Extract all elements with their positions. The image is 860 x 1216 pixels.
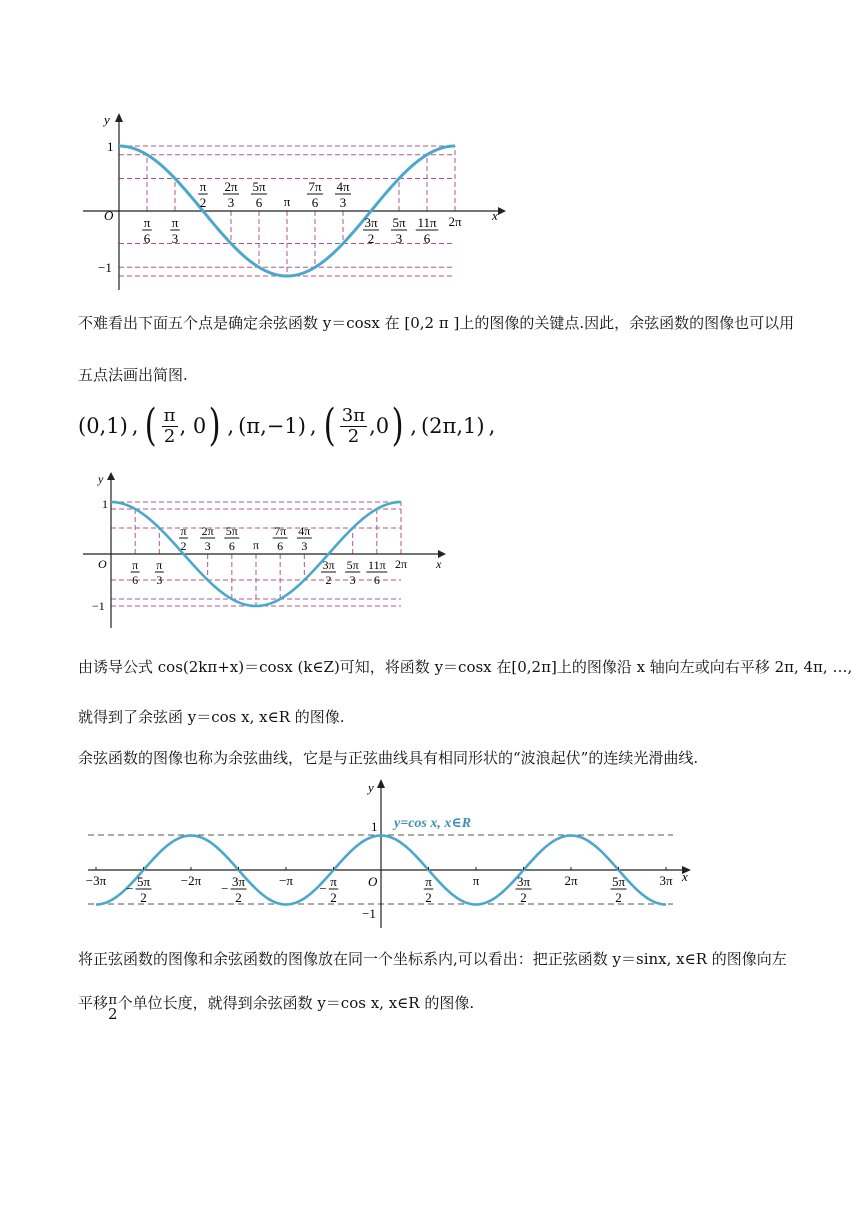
x-tick-label <box>253 538 259 552</box>
wave-x-tick-label <box>473 873 480 888</box>
svg-text:−π: −π <box>279 873 293 888</box>
paragraph-3: 余弦函数的图像也称为余弦曲线，它是与正弦曲线具有相同形状的“波浪起伏”的连续光滑曲线. <box>78 749 699 767</box>
right-paren: ) <box>208 400 221 451</box>
svg-text:2: 2 <box>330 890 337 905</box>
paragraph-2-line-2: 就得到了余弦函 y＝cos x, x∈R 的图像. <box>78 708 345 726</box>
graph2-y-arrow <box>107 472 115 480</box>
svg-text:11π: 11π <box>417 215 437 230</box>
paragraph-4-line-1: 将正弦函数的图像和余弦函数的图像放在同一个坐标系内,可以看出：把正弦函数 y＝sinx, x∈R 的图像向左 <box>78 950 787 968</box>
x-tick-label <box>284 194 291 209</box>
graph1-y-label: y <box>104 112 110 127</box>
wave-y-label: y <box>368 780 374 795</box>
graph1-y-tick-1: 1 <box>107 139 114 154</box>
graph2-x-label: x <box>436 557 442 571</box>
x-tick-label <box>321 558 336 587</box>
svg-text:3: 3 <box>171 231 179 246</box>
svg-text:3π: 3π <box>231 874 246 889</box>
paragraph-2-line-1: 由诱导公式 cos(2kπ+x)＝cosx (k∈Z)可知，将函数 y＝cosx 在[0,2π]上的图像沿 x 轴向左或向右平移 2π, 4π, …, <box>78 658 853 676</box>
svg-text:π: π <box>171 215 179 230</box>
svg-text:6: 6 <box>277 539 284 553</box>
wave-x-tick-label <box>126 874 151 905</box>
key-point-sep: , <box>131 414 139 438</box>
wave-y-tick-1: 1 <box>371 819 378 834</box>
svg-text:3π: 3π <box>322 558 335 572</box>
svg-text:3: 3 <box>156 573 163 587</box>
graph2-y-tick-neg1: −1 <box>92 599 105 613</box>
key-point-2: ( π 2 , 0 ) <box>145 400 221 451</box>
svg-text:π: π <box>283 194 291 209</box>
x-tick-label <box>416 215 439 246</box>
key-point-sep: , <box>410 414 417 438</box>
svg-text:3: 3 <box>349 573 356 587</box>
svg-text:π: π <box>330 874 337 889</box>
svg-text:π: π <box>156 558 163 572</box>
x-tick-label <box>448 214 462 229</box>
paragraph-1-line-2: 五点法画出简图. <box>78 366 188 384</box>
svg-text:3: 3 <box>301 539 308 553</box>
svg-text:6: 6 <box>228 539 235 553</box>
svg-text:5π: 5π <box>392 215 406 230</box>
pi-over-2-fraction: π 2 <box>108 993 118 1023</box>
svg-text:2: 2 <box>615 890 622 905</box>
svg-text:5π: 5π <box>252 179 266 194</box>
svg-text:3π: 3π <box>659 873 673 888</box>
x-tick-label <box>223 179 239 210</box>
key-point-sep: , <box>227 414 235 438</box>
graph1-origin: O <box>104 208 114 223</box>
x-tick-label <box>273 524 288 553</box>
key-point-5: (2π,1) <box>420 414 485 438</box>
svg-text:4π: 4π <box>336 179 350 194</box>
svg-text:2π: 2π <box>201 524 214 538</box>
svg-text:2π: 2π <box>224 179 238 194</box>
svg-text:7π: 7π <box>274 524 287 538</box>
wave-y-tick-neg1: −1 <box>362 906 376 921</box>
svg-text:3: 3 <box>227 195 235 210</box>
svg-text:5π: 5π <box>611 874 626 889</box>
paragraph-1-line-1: 不难看出下面五个点是确定余弦函数 y＝cosx 在 [0,2 π ]上的图像的关键点.因此，余弦函数的图像也可以用 <box>78 314 795 332</box>
svg-text:2: 2 <box>520 890 527 905</box>
svg-text:6: 6 <box>311 195 319 210</box>
x-tick-label <box>155 558 164 587</box>
svg-text:2: 2 <box>367 231 375 246</box>
svg-text:7π: 7π <box>308 179 322 194</box>
svg-text:2π: 2π <box>564 873 578 888</box>
x-tick-label <box>363 215 379 246</box>
key-point-sep: , <box>488 414 496 438</box>
key-point-4: ( 3π 2 ,0 ) <box>323 400 404 451</box>
svg-text:6: 6 <box>423 231 431 246</box>
svg-text:3π: 3π <box>516 874 531 889</box>
svg-text:11π: 11π <box>368 558 386 572</box>
x-tick-label <box>224 524 239 553</box>
svg-text:3: 3 <box>204 539 211 553</box>
svg-text:−: − <box>319 881 327 896</box>
svg-text:5π: 5π <box>346 558 359 572</box>
x-tick-label <box>170 215 180 246</box>
key-point-2-frac: π 2 <box>163 404 176 447</box>
svg-text:6: 6 <box>373 573 380 587</box>
svg-text:3π: 3π <box>364 215 378 230</box>
x-tick-label <box>297 524 312 553</box>
wave-x-tick-label <box>659 873 673 888</box>
cosine-graph-1 <box>78 110 518 295</box>
graph1-x-label: x <box>492 208 498 223</box>
svg-text:2: 2 <box>325 573 332 587</box>
key-point-4-frac: 3π 2 <box>341 404 366 447</box>
svg-text:6: 6 <box>143 231 151 246</box>
x-tick-label <box>395 557 407 571</box>
svg-text:2: 2 <box>180 539 187 553</box>
wave-x-tick-label <box>516 874 532 905</box>
svg-text:π: π <box>180 524 187 538</box>
wave-origin: O <box>368 874 378 889</box>
left-paren: ( <box>323 400 336 451</box>
svg-text:2: 2 <box>140 890 147 905</box>
svg-text:π: π <box>425 874 432 889</box>
x-tick-label <box>307 179 323 210</box>
x-tick-label <box>200 524 215 553</box>
svg-text:−: − <box>221 881 229 896</box>
wave-x-tick-label <box>181 873 202 888</box>
svg-text:2: 2 <box>425 890 432 905</box>
x-tick-label <box>391 215 407 246</box>
right-paren: ) <box>391 400 404 451</box>
wave-x-tick-label <box>86 873 107 888</box>
svg-text:2π: 2π <box>394 557 408 571</box>
wave-curve-label: y=cos x, x∈R <box>394 816 472 831</box>
key-points-row <box>78 400 496 451</box>
graph2-y-tick-1: 1 <box>102 497 108 511</box>
graph2-y-label: y <box>98 472 104 486</box>
x-tick-label <box>142 215 152 246</box>
svg-text:2: 2 <box>199 195 207 210</box>
graph1-y-arrow <box>115 113 123 122</box>
key-point-sep: , <box>309 414 317 438</box>
wave-x-label: x <box>682 869 688 884</box>
svg-text:5π: 5π <box>136 874 151 889</box>
paragraph-4-line-2: 平移 π 2 个单位长度，就得到余弦函数 y＝cos x, x∈R 的图像. <box>78 993 475 1023</box>
svg-text:3: 3 <box>339 195 347 210</box>
svg-text:4π: 4π <box>298 524 311 538</box>
svg-text:6: 6 <box>255 195 263 210</box>
x-tick-label <box>251 179 267 210</box>
key-point-3: (π,−1) <box>238 414 306 438</box>
key-point-1: (0,1) <box>78 414 128 438</box>
x-tick-label <box>335 179 351 210</box>
wave-x-tick-label <box>564 873 578 888</box>
wave-x-tick-label <box>221 874 246 905</box>
svg-text:2: 2 <box>235 890 242 905</box>
wave-x-tick-label <box>424 874 434 905</box>
svg-text:3: 3 <box>395 231 403 246</box>
wave-x-tick-label <box>611 874 627 905</box>
x-tick-label <box>198 179 208 210</box>
svg-text:π: π <box>199 179 207 194</box>
cosine-graph-2 <box>78 470 458 630</box>
graph1-y-tick-neg1: −1 <box>98 260 112 275</box>
wave-x-tick-label <box>279 873 293 888</box>
svg-text:2π: 2π <box>448 214 462 229</box>
cosine-wave-graph <box>78 778 698 928</box>
svg-text:π: π <box>252 538 260 552</box>
graph1-x-arrow <box>498 207 506 215</box>
svg-text:−3π: −3π <box>85 873 107 888</box>
x-tick-label <box>366 558 387 587</box>
wave-y-arrow <box>377 779 385 788</box>
graph2-origin: O <box>98 557 107 571</box>
svg-text:π: π <box>472 873 480 888</box>
wave-x-tick-label <box>319 874 338 905</box>
svg-text:6: 6 <box>132 573 139 587</box>
x-tick-label <box>345 558 360 587</box>
x-tick-label <box>131 558 140 587</box>
left-paren: ( <box>145 400 158 451</box>
svg-text:π: π <box>143 215 151 230</box>
svg-text:−: − <box>126 881 134 896</box>
svg-text:5π: 5π <box>225 524 238 538</box>
svg-text:π: π <box>132 558 139 572</box>
svg-text:−2π: −2π <box>180 873 202 888</box>
